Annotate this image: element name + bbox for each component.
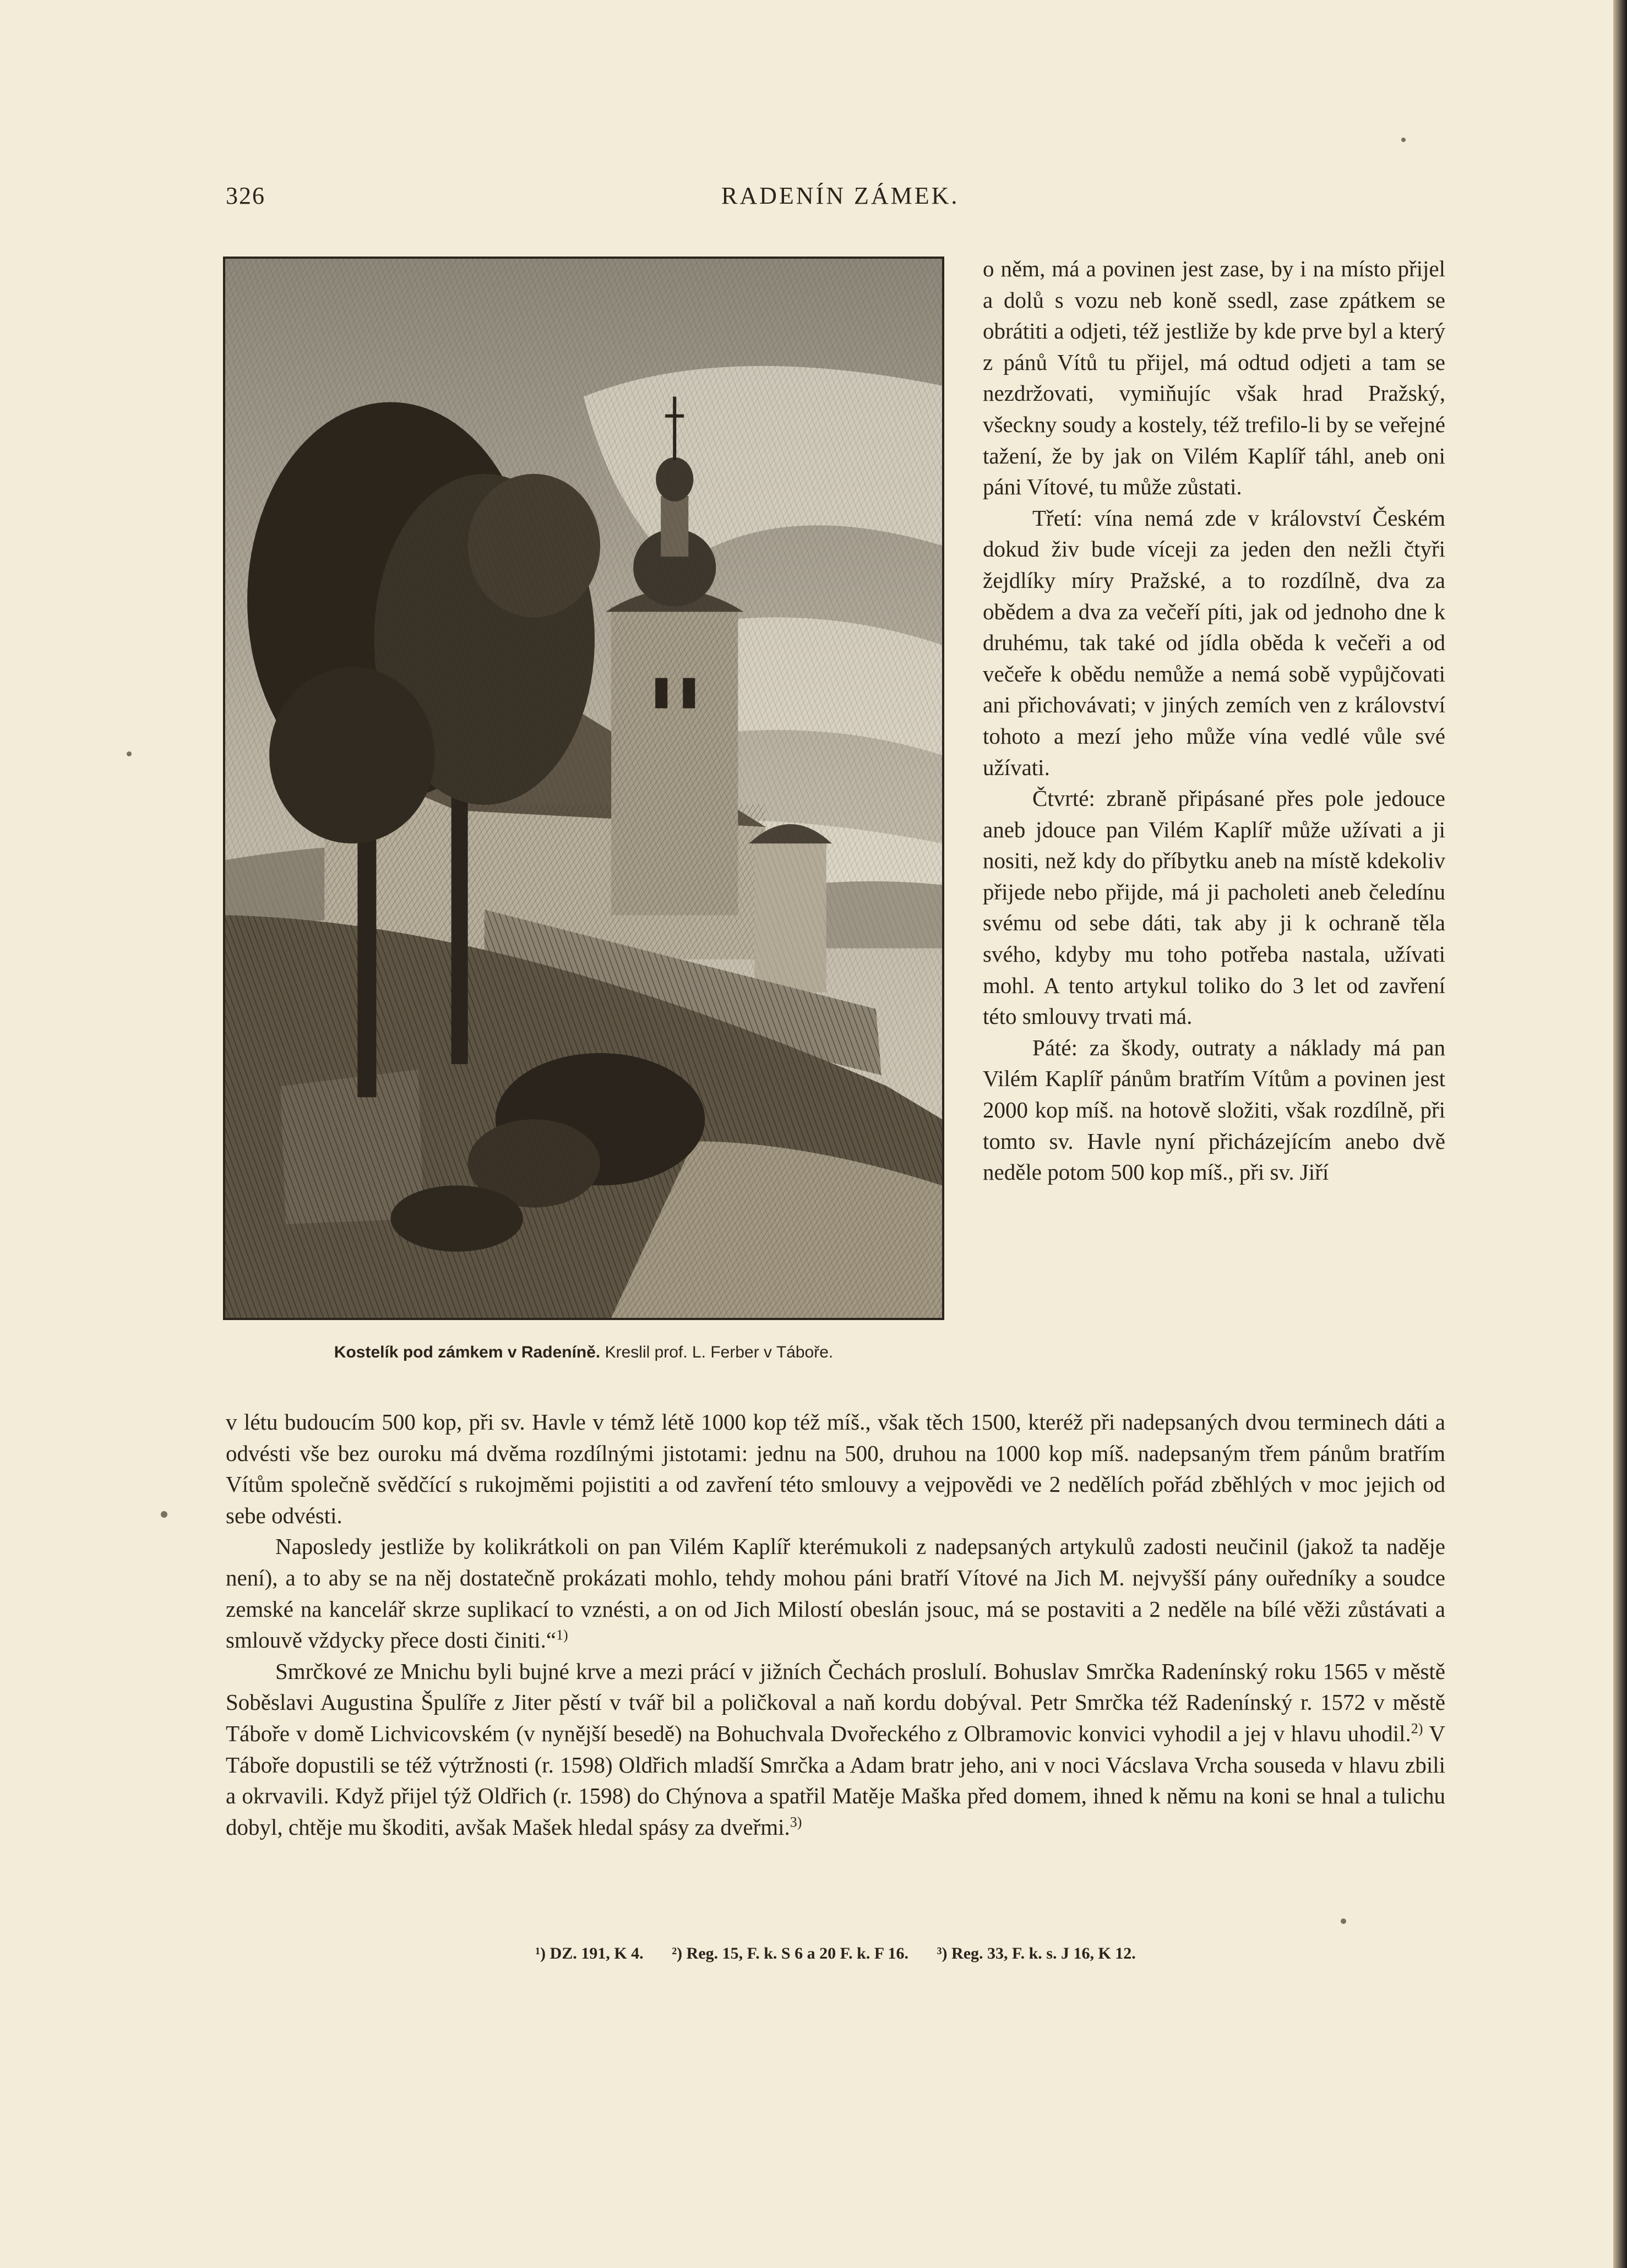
caption-title: Kostelík pod zámkem v Radeníně.	[334, 1343, 601, 1361]
footnote-1: ¹) DZ. 191, K 4.	[535, 1944, 644, 1962]
paragraph-naposledy	[226, 1531, 1445, 1655]
running-title: RADENÍN ZÁMEK.	[721, 182, 960, 209]
caption-credit: Kreslil prof. L. Ferber v Táboře.	[605, 1343, 834, 1361]
paper-speck	[1341, 1918, 1346, 1924]
footnote-2: ²) Reg. 15, F. k. S 6 a 20 F. k. F 16.	[672, 1944, 909, 1962]
footnote-3: ³) Reg. 33, F. k. s. J 16, K 12.	[937, 1944, 1136, 1962]
paragraph-treti: Třetí: vína nemá zde v království Českém dokud živ bude víceji za jeden den nežli čtyři žejdlíky míry Pražské, a to rozdílně, dva za obědem a dva za večeří píti, jak od jednoho dne k druhému, tak také od jídla oběda k večeři a od večeře k obědu nemůže a nemá sobě vypůjčovati ani přichovávati; v jiných zemích ven z království tohoto a mezí jeho může vína vedlé vůle své užívati.	[983, 505, 1445, 780]
paragraph-smrckove	[226, 1656, 1445, 1843]
figure-caption	[223, 1343, 944, 1362]
footnote-ref: 1)	[556, 1627, 568, 1643]
footnote-ref: 2)	[1411, 1720, 1423, 1737]
church-illustration	[225, 259, 942, 1318]
paper-speck	[161, 1511, 167, 1518]
footnotes	[226, 1944, 1445, 1963]
footnote-ref: 3)	[790, 1814, 802, 1830]
right-text-column	[983, 253, 1445, 1188]
paper-speck	[1401, 138, 1406, 142]
smrckove-text: Smrčkové ze Mnichu byli bujné krve a mezi prácí v jižních Čechách proslulí. Bohuslav Smrčka Radenínský roku 1565 v městě Soběslavi Augustina Špulíře z Jiter pěstí v tvář bil a poličkoval a naň kordu dobýval. Petr Smrčka též Radenínský r. 1572 v městě Táboře v domě Lichvicovském (v nynější besedě) na Bohuchvala Dvořeckého z Olbramovic konvici vyhodil a jej v hlavu uhodil.	[226, 1658, 1445, 1746]
naposledy-text: Naposledy jestliže by kolikrátkoli on pan Vilém Kaplíř kterémukoli z nadepsaných artykulů zadosti neučinil (jakož ta naděje není), a to aby se na něj dostatečně prokázati mohlo, tehdy mohou páni bratří Vítové na Jich M. nejvyšší pány ouředníky a soudce zemské na kancelář skrze suplikací to vznésti, a on od Jich Milostí obeslán jsouc, má se postaviti a 2 neděle na bílé věži zůstávati a smlouvě vždycky přece dosti činiti.“	[226, 1534, 1445, 1653]
paragraph-ctvrte: Čtvrté: zbraně připásané přes pole jedouce aneb jdouce pan Vilém Kaplíř může užívati a ji nositi, než kdy do příbytku aneb na místě kdekoliv přijede nebo přijde, má ji pacholeti aneb čeledínu svému od sebe dáti, tak aby ji k ochraně těla svého, kdyby mu toho potřeba nastala, užívati mohl. A tento artykul toliko do 3 let od zavření této smlouvy trvati má.	[983, 786, 1445, 1029]
full-width-text	[226, 1406, 1445, 1842]
page-edge	[1613, 0, 1627, 2268]
smrckove-text-2: V Táboře dopustili se též výtržnosti (r. 1598) Oldřich mladší Smrčka a Adam bratr jeho, ani v noci Vácslava Vrcha souseda v hlavu zbili a okrvavili. Když přijel týž Oldřich (r. 1598) do Chýnova a spatřil Matěje Maška před domem, ihned k němu na koni se hnal a tulichu dobyl, chtěje mu škoditi, avšak Mašek hledal spásy za dveřmi.	[226, 1720, 1445, 1840]
paragraph-pate: Páté: za škody, outraty a náklady má pan Vilém Kaplíř pánům bratřím Vítům a povinen jest 2000 kop míš. na hotově složiti, však rozdílně, při tomto sv. Havle nyní přicházejícím anebo dvě neděle potom 500 kop míš., při sv. Jiří	[983, 1034, 1445, 1185]
page-number: 326	[226, 182, 265, 209]
paragraph: o něm, má a povinen jest zase, by i na místo přijel a dolů s vozu neb koně ssedl, zase zpátkem se obrátiti a odjeti, též jestliže by kde prve byl a který z pánů Vítů tu přijel, má odtud odjeti a tam se nezdržovati, vymiňujíc však hrad Pražský, všeckny soudy a kostely, též trefilo-li by se veřejné tažení, že by jak on Vilém Kaplíř táhl, aneb oni páni Vítové, tu může zůstati.	[983, 256, 1445, 500]
paper-speck	[127, 751, 132, 756]
church-engraving	[223, 257, 944, 1320]
paragraph-continuation: v létu budoucím 500 kop, při sv. Havle v témž létě 1000 kop též míš., však těch 1500, kteréž při nadepsaných dvou terminech dáti a odvésti vše bez ouroku má dvěma rozdílnými jistotami: jednu na 500, druhou na 1000 kop míš. nadepsaným třem pánům bratřím Vítům společně svědčící s rukojměmi pojistiti a od zavření této smlouvy a vejpovědi ve 2 nedělích pořád zběhlých v moc jejich od sebe odvésti.	[226, 1409, 1445, 1528]
